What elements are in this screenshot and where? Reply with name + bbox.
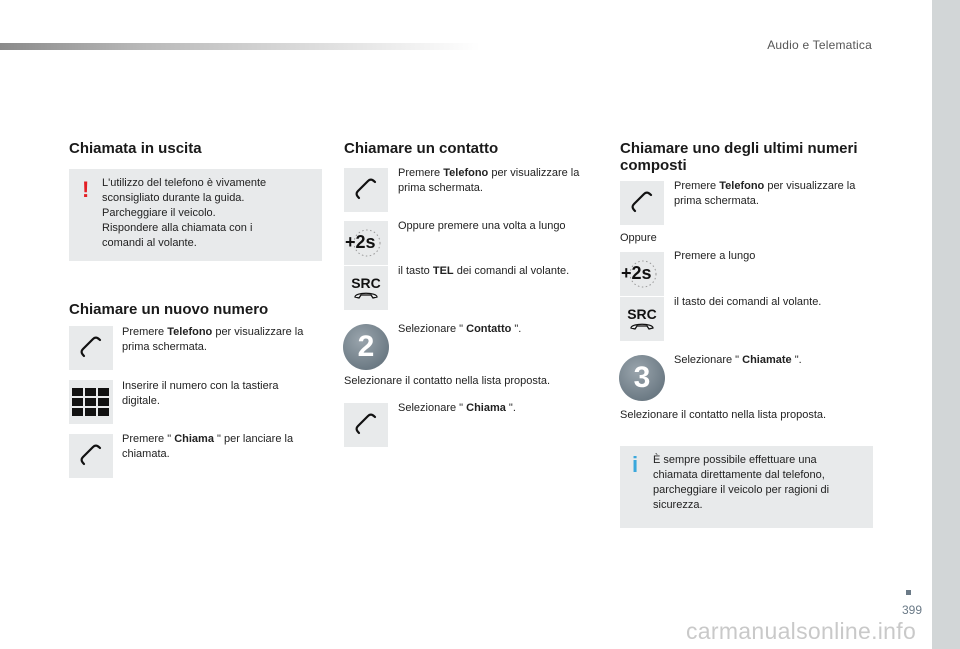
- contact-step-6: Selezionare " Chiama ".: [398, 402, 516, 414]
- contact-step-4: Selezionare " Contatto ".: [398, 323, 522, 335]
- header-bar: [0, 43, 480, 50]
- phone-icon: [352, 411, 380, 439]
- phone-icon: [352, 176, 380, 204]
- phone-button[interactable]: [620, 181, 664, 225]
- phone-icon: [77, 334, 105, 362]
- contact-step-5: Selezionare il contatto nella lista proposta.: [344, 375, 551, 387]
- src-label: SRC: [351, 275, 381, 291]
- section-label: Audio e Telematica: [767, 38, 872, 52]
- call-contact-title: Chiamare un contatto: [344, 140, 499, 157]
- recent-step-3: il tasto dei comandi al volante.: [674, 296, 822, 308]
- info-icon: i: [632, 452, 639, 477]
- new-number-step-3: Premere " Chiama " per lanciare la chiamata.: [122, 433, 294, 460]
- phone-button[interactable]: [69, 326, 113, 370]
- warning-box: [69, 169, 322, 261]
- handset-icon: [629, 321, 655, 331]
- phone-icon: [628, 189, 656, 217]
- recent-step-2: Premere a lungo: [674, 250, 756, 262]
- page-side-tab: [932, 0, 960, 649]
- src-steering-button[interactable]: [620, 297, 664, 341]
- page-number: 399: [902, 603, 923, 617]
- recent-step-1: Premere Telefono per visualizzare la prima schermata.: [674, 180, 856, 207]
- step-3-badge: 3: [619, 355, 665, 401]
- keypad-button[interactable]: [69, 380, 113, 424]
- step-2-badge: 2: [343, 324, 389, 370]
- last-numbers-title: Chiamare uno degli ultimi numeri composti: [620, 140, 858, 174]
- contact-step-1: Premere Telefono per visualizzare la prima schermata.: [398, 167, 580, 194]
- watermark: carmanualsonline.info: [686, 618, 917, 644]
- info-text: È sempre possibile effettuare una chiamata direttamente dal telefono, parcheggiare il veicolo per ragioni di sicurezza.: [653, 454, 830, 511]
- call-button[interactable]: [344, 403, 388, 447]
- phone-icon: [77, 442, 105, 470]
- plus-2s-label: +2s: [621, 263, 652, 283]
- oppure-label: Oppure: [620, 232, 657, 244]
- keypad-icon: [71, 387, 111, 417]
- recent-step-5: Selezionare il contatto nella lista proposta.: [620, 409, 827, 421]
- call-button[interactable]: [69, 434, 113, 478]
- long-press-button[interactable]: [344, 221, 388, 265]
- info-box: [620, 446, 873, 528]
- new-number-title: Chiamare un nuovo numero: [69, 301, 269, 318]
- long-press-button[interactable]: [620, 252, 664, 296]
- plus-2s-label: +2s: [345, 232, 376, 252]
- page-marker: [906, 590, 911, 595]
- recent-step-4: Selezionare " Chiamate ".: [674, 354, 802, 366]
- phone-button[interactable]: [344, 168, 388, 212]
- warning-icon: !: [82, 177, 90, 202]
- outgoing-call-title: Chiamata in uscita: [69, 140, 202, 157]
- src-steering-button[interactable]: [344, 266, 388, 310]
- src-label: SRC: [627, 306, 657, 322]
- handset-icon: [353, 290, 379, 300]
- contact-step-2: Oppure premere una volta a lungo: [398, 220, 566, 232]
- warning-text: L'utilizzo del telefono è vivamente sconsigliato durante la guida. Parcheggiare il veicolo. Rispondere alla chiamata con i comandi al volante.: [102, 177, 267, 249]
- new-number-step-2: Inserire il numero con la tastiera digitale.: [122, 380, 279, 407]
- new-number-step-1: Premere Telefono per visualizzare la prima schermata.: [122, 326, 304, 353]
- contact-step-3: il tasto TEL dei comandi al volante.: [398, 265, 570, 277]
